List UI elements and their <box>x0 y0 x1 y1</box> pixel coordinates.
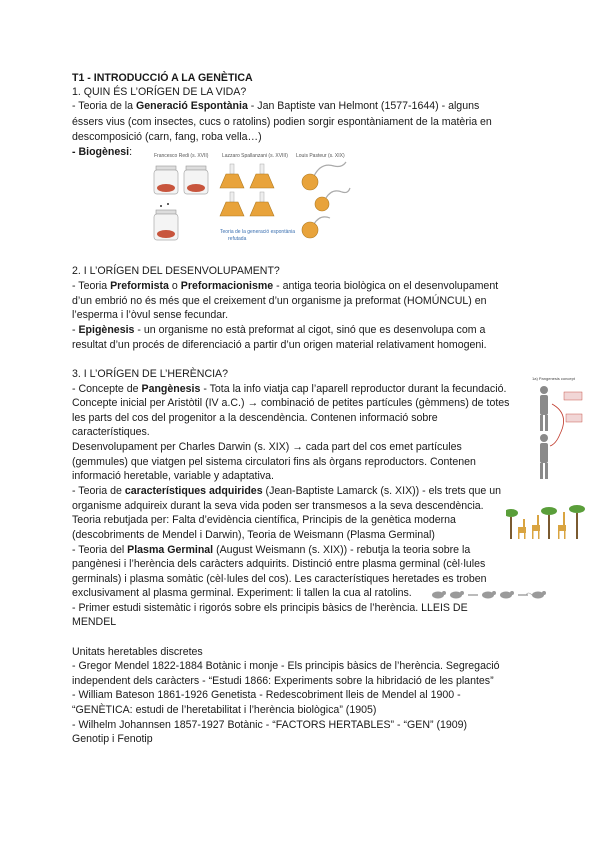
mouse-icon <box>432 591 446 599</box>
gemmule-box-icon <box>566 414 582 422</box>
s3-line: Teoria rebutjada per: Falta d’evidència científica, Principis de la genètica moderna <box>72 514 456 526</box>
gemmule-arrow-icon <box>550 404 564 446</box>
s3-line: característiques. <box>72 426 150 438</box>
s4-line: - William Bateson 1861-1926 Genetista - Redescobriment lleis de Mendel al 1900 - <box>72 689 461 701</box>
figure-column-label: Lazzaro Spallanzani (s. XVIII) <box>222 153 288 159</box>
figure-column-label: Louis Pasteur (s. XIX) <box>296 153 345 159</box>
figure-column-label: Francesco Redi (s. XVII) <box>154 153 209 159</box>
s1-line: éssers vius (com insectes, cucs o ratolins) podien sorgir espontàniament de la matèria en <box>72 116 492 128</box>
tree-icon <box>506 509 518 539</box>
swan-neck-flask-icon <box>315 188 350 211</box>
s4-line: “GENÈTICA: estudi de l’heretabilitat i l’herència biològica” (1905) <box>72 704 377 716</box>
s3-line: Desenvolupament per Charles Darwin (s. XIX) → cada part del cos emet partícules <box>72 441 462 453</box>
giraffe-icon <box>558 512 566 539</box>
s3-line: MENDEL <box>72 616 117 628</box>
flask-icon <box>250 192 274 216</box>
mice-tail-experiment-figure <box>430 587 554 601</box>
s4-line: - Wilhelm Johannsen 1857-1927 Botànic - “FACTORS HERTABLES” - “GEN” (1909) <box>72 719 468 731</box>
s3-line: - Teoria del Plasma Germinal (August Weismann (s. XIX)) - rebutja la teoria sobre la <box>72 544 471 556</box>
giraffe-icon <box>518 519 526 539</box>
s4-line: independent dels caràcters - “Estudi 1866: Experiments sobre la hibridació de les plantes” <box>72 675 494 687</box>
flask-icon <box>220 192 244 216</box>
s3-line: pangènesi i l’herència dels caràcters adquirits. Distinció entre plasma germinal (cèl·lules <box>72 558 486 570</box>
s3-line: organisme adquireix durant la seva vida poden ser transmesos a la seva descendència. <box>72 500 484 512</box>
s3-line: exclusivament al plasma germinal. Experiment: li tallen la cua al ratolins. <box>72 587 412 599</box>
section-2-heading: 2. I L’ORÍGEN DEL DESENVOLUPAMENT? <box>72 265 280 277</box>
mouse-icon <box>500 591 514 599</box>
figure-caption: 1a) Pangenesis concept <box>532 376 575 381</box>
jar-icon <box>154 166 178 194</box>
pangenesis-figure <box>530 374 586 484</box>
tree-icon <box>569 505 585 539</box>
lamarck-giraffes-figure <box>506 503 586 539</box>
s2-line: resultat d’un procés de diferenciació a partir d’un origen material relativament homogeni. <box>72 339 487 351</box>
section-3-heading: 3. I L’ORÍGEN DE L’HERÈNCIA? <box>72 368 229 380</box>
s4-line: Genotip i Fenotip <box>72 733 153 745</box>
biogenesis-experiments-figure <box>146 148 356 248</box>
mouse-icon <box>482 591 496 599</box>
swan-neck-flask-icon <box>302 217 330 238</box>
s1-line: descomposició (carn, fang, roba vella…) <box>72 131 262 143</box>
s3-line: informació heretable, variable y adaptativa. <box>72 470 274 482</box>
s3-line: (gemmules) que viatgen pel sistema circulatori fins als òrgans reproductors. Contenen <box>72 456 476 468</box>
s2-line: l’esperma i l’òvul sense fecundar. <box>72 309 229 321</box>
s1-line: - Biogènesi: <box>72 146 133 158</box>
s1-line: - Teoria de la Generació Espontània - Jan Baptiste van Helmont (1577-1644) - alguns <box>72 100 480 112</box>
document-title: T1 - INTRODUCCIÓ A LA GENÈTICA <box>72 72 253 84</box>
s2-line: - Teoria Preformista o Preformacionisme - antiga teoria biològica on el desenvolupament <box>72 280 499 292</box>
mouse-icon <box>450 591 464 599</box>
figure-caption: Teoria de la generació espontània <box>220 229 296 235</box>
s3-line: - Teoria de característiques adquirides (Jean-Baptiste Lamarck (s. XIX)) - els trets que un <box>72 485 502 497</box>
mouse-icon <box>526 591 546 599</box>
gemmule-box-icon <box>564 392 582 400</box>
s3-line: Concepte inicial per Aristòtil (IV a.C.) → combinació de petites partícules (gèmmens) de totes <box>72 397 510 409</box>
figure-caption: refutada <box>228 236 247 242</box>
section-1-heading: 1. QUIN ÉS L’ORÍGEN DE LA VIDA? <box>72 86 247 98</box>
human-figure-icon <box>540 386 548 431</box>
tree-icon <box>541 507 557 539</box>
swan-neck-flask-icon <box>302 162 346 190</box>
flask-icon <box>220 164 244 188</box>
s3-line: germinals) i plasma somàtic (cèl·lules del cos). Les característiques heretades es troben <box>72 573 487 585</box>
giraffe-icon <box>532 515 540 539</box>
s3-line: - Primer estudi sistemàtic i rigorós sobre els principis bàsics de l’herència. LLEIS DE <box>72 602 468 614</box>
jar-icon <box>154 203 178 240</box>
s3-line: - Concepte de Pangènesis - Tota la info viatja cap l’aparell reproductor durant la fecundació. <box>72 383 507 395</box>
s3-line: (descobriments de Mendel i Darwin), Teoria de Weismann (Plasma Germinal) <box>72 529 435 541</box>
section-4-heading: Unitats heretables discretes <box>72 646 203 658</box>
flask-icon <box>250 164 274 188</box>
jar-icon <box>184 166 208 194</box>
s4-line: - Gregor Mendel 1822-1884 Botànic i monje - Els principis bàsics de l’herència. Segregació <box>72 660 500 672</box>
s2-line: d’un embrió no és més que el creixement d’un organisme ja preformat (HOMÚNCUL) en <box>72 295 487 307</box>
human-figure-icon <box>540 434 548 479</box>
s3-line: les parts del cos del progenitor a la descendència. Contenen informació sobre <box>72 412 438 424</box>
s2-line: - Epigènesis - un organisme no està preformat al cigot, sinó que es desenvolupa com a <box>72 324 486 336</box>
